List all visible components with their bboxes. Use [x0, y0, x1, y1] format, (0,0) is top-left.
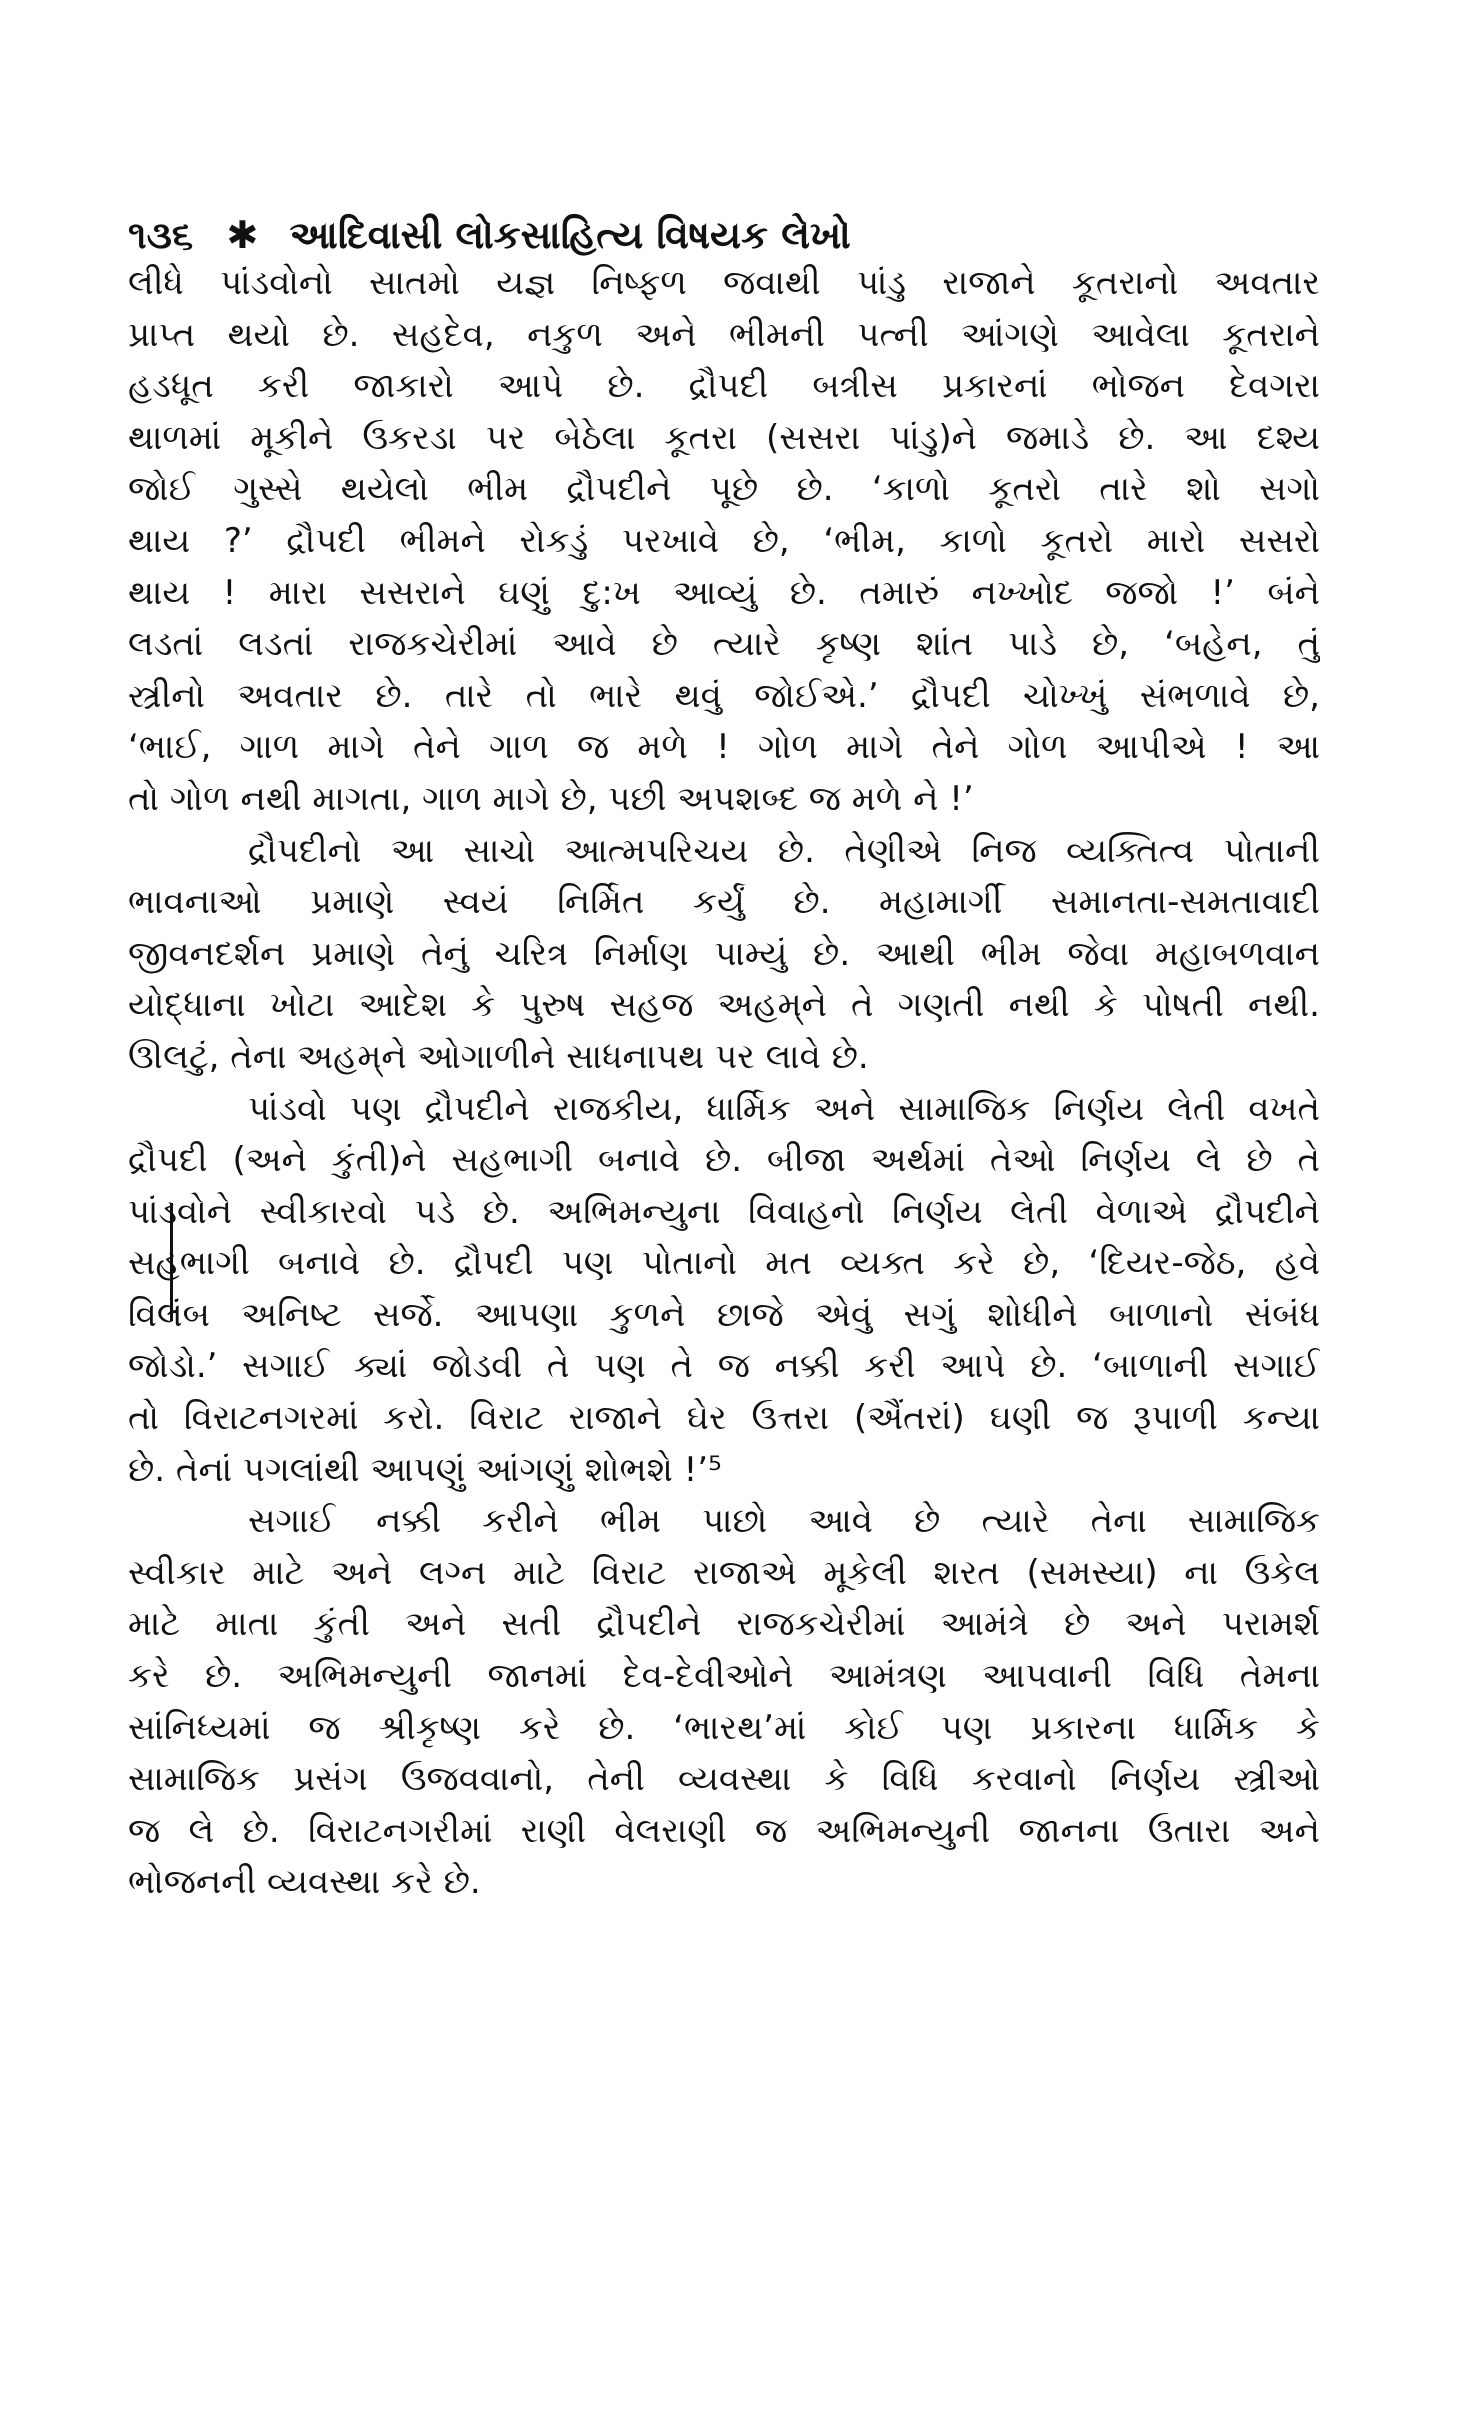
- paragraph: [128, 1496, 1320, 1909]
- paragraph: [128, 258, 1320, 826]
- text-line: જોઈ ગુસ્સે થયેલો ભીમ દ્રૌપદીને પૂછે છે. ‘કાળો કૂતરો તારે શો સગો: [128, 469, 1320, 510]
- header-asterisk-icon: ✱: [226, 213, 259, 257]
- page-number: ૧૩૬: [128, 213, 194, 257]
- text-line: દ્રૌપદીનો આ સાચો આત્મપરિચય છે. તેણીએ નિજ વ્યક્તિત્વ પોતાની: [248, 830, 1320, 871]
- text-line: ભાવનાઓ પ્રમાણે સ્વયં નિર્મિત કર્યું છે. મહામાર્ગી સમાનતા-સમતાવાદી: [128, 882, 1320, 923]
- text-line: પ્રાપ્ત થયો છે. સહદેવ, નકુળ અને ભીમની પત્ની આંગણે આવેલા કૂતરાને: [128, 314, 1320, 355]
- text-line: જોડો.’ સગાઈ ક્યાં જોડવી તે પણ તે જ નક્કી કરી આપે છે. ‘બાળાની સગાઈ: [128, 1346, 1320, 1387]
- text-line: સગાઈ નક્કી કરીને ભીમ પાછો આવે છે ત્યારે તેના સામાજિક: [248, 1501, 1320, 1542]
- text-line: જીવનદર્શન પ્રમાણે તેનું ચરિત્ર નિર્માણ પામ્યું છે. આથી ભીમ જેવા મહાબળવાન: [128, 933, 1320, 974]
- text-line: પાંડવો પણ દ્રૌપદીને રાજકીય, ધાર્મિક અને સામાજિક નિર્ણય લેતી વખતે: [248, 1088, 1320, 1129]
- text-line: લીધે પાંડવોનો સાતમો યજ્ઞ નિષ્ફળ જવાથી પાંડુ રાજાને કૂતરાનો અવતાર: [128, 263, 1320, 303]
- text-line: તો વિરાટનગરમાં કરો. વિરાટ રાજાને ઘેર ઉત્તરા (ઐંતરાં) ઘણી જ રૂપાળી કન્યા: [128, 1398, 1320, 1439]
- text-line: સહભાગી બનાવે છે. દ્રૌપદી પણ પોતાનો મત વ્યક્ત કરે છે, ‘દિયર-જેઠ, હવે: [128, 1243, 1320, 1284]
- text-line: સ્વીકાર માટે અને લગ્ન માટે વિરાટ રાજાએ મૂકેલી શરત (સમસ્યા) ના ઉકેલ: [128, 1552, 1320, 1593]
- text-line: કરે છે. અભિમન્યુની જાનમાં દેવ-દેવીઓને આમંત્રણ આપવાની વિધિ તેમના: [128, 1656, 1320, 1697]
- text-line: સાંનિધ્યમાં જ શ્રીકૃષ્ણ કરે છે. ‘ભારથ’માં કોઈ પણ પ્રકારના ધાર્મિક કે: [128, 1707, 1320, 1748]
- paragraph: [128, 826, 1320, 1084]
- text-line: થાળમાં મૂકીને ઉકરડા પર બેઠેલા કૂતરા (સસરા પાંડુ)ને જમાડે છે. આ દશ્ય: [128, 417, 1320, 458]
- text-line: થાય ?’ દ્રૌપદી ભીમને રોકડું પરખાવે છે, ‘ભીમ, કાળો કૂતરો મારો સસરો: [128, 520, 1320, 561]
- text-line: છે. તેનાં પગલાંથી આપણું આંગણું શોભશે !’⁵: [128, 1449, 722, 1490]
- text-line: તો ગોળ નથી માગતા, ગાળ માગે છે, પછી અપશબ્દ જ મળે ને !’: [128, 778, 974, 819]
- text-line: સામાજિક પ્રસંગ ઉજવવાનો, તેની વ્યવસ્થા કે વિધિ કરવાનો નિર્ણય સ્ત્રીઓ: [128, 1759, 1320, 1800]
- text-line: થાય ! મારા સસરાને ઘણું દુ:ખ આવ્યું છે. તમારું નખ્ખોદ જજો !’ બંને: [128, 572, 1320, 613]
- text-line: પાંડવોને સ્વીકારવો પડે છે. અભિમન્યુના વિવાહનો નિર્ણય લેતી વેળાએ દ્રૌપદીને: [128, 1191, 1320, 1232]
- text-line: યોદ્ધાના ખોટા આદેશ કે પુરુષ સહજ અહમ્‌ને તે ગણતી નથી કે પોષતી નથી.: [128, 985, 1320, 1026]
- text-line: ભોજનની વ્યવસ્થા કરે છે.: [128, 1862, 481, 1903]
- text-line: ‘ભાઈ, ગાળ માગે તેને ગાળ જ મળે ! ગોળ માગે તેને ગોળ આપીએ ! આ: [128, 727, 1320, 768]
- text-line: લડતાં લડતાં રાજકચેરીમાં આવે છે ત્યારે કૃષ્ણ શાંત પાડે છે, ‘બહેન, તું: [128, 624, 1320, 665]
- body-text: [128, 258, 1320, 1909]
- paragraph: [128, 1084, 1320, 1497]
- text-line: માટે માતા કુંતી અને સતી દ્રૌપદીને રાજકચેરીમાં આમંત્રે છે અને પરામર્શ: [128, 1604, 1320, 1645]
- running-header: [128, 205, 851, 265]
- text-line: દ્રૌપદી (અને કુંતી)ને સહભાગી બનાવે છે. બીજા અર્થમાં તેઓ નિર્ણય લે છે તે: [128, 1140, 1320, 1181]
- text-line: હડધૂત કરી જાકારો આપે છે. દ્રૌપદી બત્રીસ પ્રકારનાં ભોજન દેવગરા: [128, 366, 1320, 407]
- running-title: આદિવાસી લોકસાહિત્ય વિષયક લેખો: [289, 213, 851, 257]
- text-line: વિલંબ અનિષ્ટ સર્જે. આપણા કુળને છાજે એવું સગું શોધીને બાળાનો સંબંધ: [128, 1294, 1320, 1335]
- text-line: સ્ત્રીનો અવતાર છે. તારે તો ભારે થવું જોઈએ.’ દ્રૌપદી ચોખ્ખું સંભળાવે છે,: [128, 675, 1320, 716]
- text-line: જ લે છે. વિરાટનગરીમાં રાણી વેલરાણી જ અભિમન્યુની જાનના ઉતારા અને: [128, 1810, 1320, 1851]
- text-line: ઊલટું, તેના અહમ્‌ને ઓગાળીને સાધનાપથ પર લાવે છે.: [128, 1036, 869, 1077]
